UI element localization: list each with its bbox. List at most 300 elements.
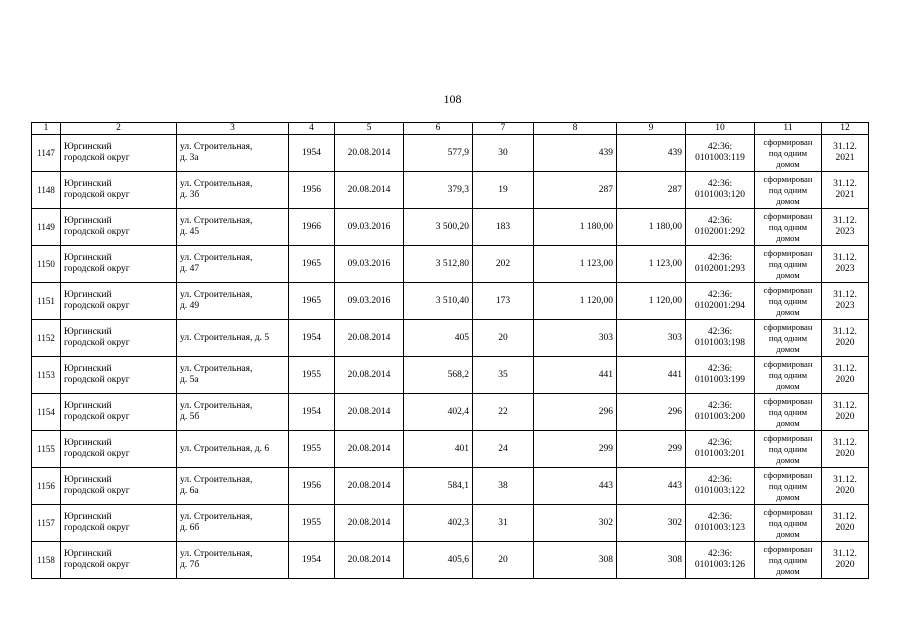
land-area-cell: 443	[534, 468, 617, 505]
cell-line: 42:36:	[707, 142, 733, 152]
cell-line: 42:36:	[707, 290, 733, 300]
cell-line: 0101003:123	[694, 523, 746, 533]
residents-cell: 31	[473, 505, 534, 542]
area-cell: 3 500,20	[404, 209, 473, 246]
area-cell: 379,3	[404, 172, 473, 209]
cell-line: д. 6б	[180, 523, 200, 533]
cell-line: 0102001:292	[694, 227, 746, 237]
municipality-cell	[61, 357, 177, 394]
cell-line: 31.12.	[833, 327, 857, 337]
row-number-cell: 1156	[32, 468, 61, 505]
land-area-cell: 303	[534, 320, 617, 357]
cell-line: 42:36:	[707, 438, 733, 448]
municipality-cell	[61, 320, 177, 357]
date-cell: 09.03.2016	[335, 283, 404, 320]
land-area-cell: 302	[534, 505, 617, 542]
row-number-cell: 1150	[32, 246, 61, 283]
cell-line: под одним	[768, 406, 808, 417]
cell-line: сформирован	[763, 432, 813, 443]
cell-line: 0101003:198	[694, 338, 746, 348]
land-area-cell: 1 123,00	[617, 246, 686, 283]
due-date-cell	[822, 172, 869, 209]
cell-line: 31.12.	[833, 401, 857, 411]
row-number-cell: 1152	[32, 320, 61, 357]
cell-line: городской округ	[64, 560, 130, 570]
cadastral-number-cell	[686, 135, 755, 172]
cell-line: Юргинский	[64, 364, 112, 374]
cell-line: ул. Строительная,	[180, 475, 253, 485]
cell-line: домом	[776, 158, 800, 169]
date-cell: 20.08.2014	[335, 135, 404, 172]
table-row	[32, 394, 869, 431]
due-date-cell	[822, 246, 869, 283]
land-area-cell: 296	[534, 394, 617, 431]
date-cell: 20.08.2014	[335, 394, 404, 431]
area-cell: 405,6	[404, 542, 473, 579]
year-cell: 1954	[289, 542, 335, 579]
residents-cell: 35	[473, 357, 534, 394]
municipality-cell	[61, 283, 177, 320]
cell-line: городской округ	[64, 523, 130, 533]
cell-line: сформирован	[763, 469, 813, 480]
due-date-cell	[822, 468, 869, 505]
cell-line: 2020	[835, 375, 855, 385]
address-cell	[177, 135, 289, 172]
date-cell: 20.08.2014	[335, 468, 404, 505]
cell-line: 0102001:293	[694, 264, 746, 274]
residents-cell: 173	[473, 283, 534, 320]
cell-line: городской округ	[64, 264, 130, 274]
cadastral-number-cell	[686, 209, 755, 246]
cell-line: 42:36:	[707, 327, 733, 337]
land-area-cell: 439	[534, 135, 617, 172]
column-header: 2	[61, 123, 177, 135]
municipality-cell	[61, 209, 177, 246]
cell-line: сформирован	[763, 395, 813, 406]
cell-line: Юргинский	[64, 253, 112, 263]
year-cell: 1965	[289, 246, 335, 283]
status-cell	[755, 431, 822, 468]
table-row	[32, 357, 869, 394]
date-cell: 20.08.2014	[335, 320, 404, 357]
cell-line: 0101003:199	[694, 375, 746, 385]
due-date-cell	[822, 209, 869, 246]
land-area-cell: 287	[534, 172, 617, 209]
cell-line: домом	[776, 269, 800, 280]
residents-cell: 22	[473, 394, 534, 431]
table-body	[32, 135, 869, 579]
cell-line: под одним	[768, 221, 808, 232]
date-cell: 20.08.2014	[335, 357, 404, 394]
cadastral-number-cell	[686, 246, 755, 283]
cell-line: городской округ	[64, 486, 130, 496]
cadastral-number-cell	[686, 505, 755, 542]
cell-line: ул. Строительная,	[180, 216, 253, 226]
cell-line: сформирован	[763, 358, 813, 369]
cell-line: 2020	[835, 523, 855, 533]
cell-line: городской округ	[64, 375, 130, 385]
year-cell: 1966	[289, 209, 335, 246]
cell-line: 31.12.	[833, 142, 857, 152]
date-cell: 20.08.2014	[335, 505, 404, 542]
cell-line: ул. Строительная, д. 6	[180, 443, 270, 454]
year-cell: 1955	[289, 505, 335, 542]
cell-line: 0101003:119	[695, 153, 745, 163]
cell-line: 0101003:201	[694, 449, 746, 459]
cell-line: Юргинский	[64, 401, 112, 411]
municipality-cell	[61, 505, 177, 542]
table-row	[32, 172, 869, 209]
land-area-cell: 1 120,00	[534, 283, 617, 320]
cell-line: сформирован	[763, 506, 813, 517]
area-cell: 577,9	[404, 135, 473, 172]
cell-line: д. 5а	[180, 375, 199, 385]
cell-line: городской округ	[64, 449, 130, 459]
cell-line: д. 6а	[180, 486, 199, 496]
municipality-cell	[61, 135, 177, 172]
cell-line: 31.12.	[833, 549, 857, 559]
cell-line: д. 7б	[180, 560, 200, 570]
cell-line: 0102001:294	[694, 301, 746, 311]
column-header: 12	[822, 123, 869, 135]
year-cell: 1954	[289, 394, 335, 431]
table-row	[32, 135, 869, 172]
cell-line: Юргинский	[64, 290, 112, 300]
address-cell	[177, 172, 289, 209]
year-cell: 1954	[289, 320, 335, 357]
column-header: 4	[289, 123, 335, 135]
land-area-cell: 287	[617, 172, 686, 209]
residents-cell: 20	[473, 542, 534, 579]
cell-line: 31.12.	[833, 290, 857, 300]
cell-line: д. 3б	[180, 190, 200, 200]
due-date-cell	[822, 135, 869, 172]
cell-line: 42:36:	[707, 216, 733, 226]
date-cell: 20.08.2014	[335, 542, 404, 579]
cell-line: 2021	[835, 190, 855, 200]
status-cell	[755, 357, 822, 394]
cell-line: 2021	[835, 153, 855, 163]
year-cell: 1956	[289, 172, 335, 209]
date-cell: 09.03.2016	[335, 246, 404, 283]
land-area-cell: 441	[534, 357, 617, 394]
cell-line: домом	[776, 454, 800, 465]
address-cell	[177, 542, 289, 579]
residents-cell: 38	[473, 468, 534, 505]
table-row	[32, 320, 869, 357]
status-cell	[755, 283, 822, 320]
land-area-cell: 1 120,00	[617, 283, 686, 320]
due-date-cell	[822, 357, 869, 394]
column-header: 3	[177, 123, 289, 135]
housing-registry-table	[31, 122, 869, 579]
cell-line: ул. Строительная,	[180, 179, 253, 189]
table-row	[32, 431, 869, 468]
column-header: 8	[534, 123, 617, 135]
municipality-cell	[61, 246, 177, 283]
year-cell: 1954	[289, 135, 335, 172]
date-cell: 09.03.2016	[335, 209, 404, 246]
land-area-cell: 439	[617, 135, 686, 172]
residents-cell: 202	[473, 246, 534, 283]
column-header: 10	[686, 123, 755, 135]
cadastral-number-cell	[686, 542, 755, 579]
cell-line: Юргинский	[64, 475, 112, 485]
cell-line: сформирован	[763, 210, 813, 221]
land-area-cell: 303	[617, 320, 686, 357]
land-area-cell: 308	[534, 542, 617, 579]
table-row	[32, 246, 869, 283]
cell-line: под одним	[768, 184, 808, 195]
due-date-cell	[822, 394, 869, 431]
cell-line: под одним	[768, 480, 808, 491]
status-cell	[755, 246, 822, 283]
cell-line: 2020	[835, 449, 855, 459]
cell-line: под одним	[768, 443, 808, 454]
column-header: 1	[32, 123, 61, 135]
cell-line: ул. Строительная, д. 5	[180, 332, 270, 343]
cell-line: д. 49	[180, 301, 200, 311]
area-cell: 3 512,80	[404, 246, 473, 283]
cell-line: домом	[776, 491, 800, 502]
land-area-cell: 299	[534, 431, 617, 468]
cell-line: под одним	[768, 295, 808, 306]
cell-line: Юргинский	[64, 438, 112, 448]
cell-line: сформирован	[763, 136, 813, 147]
cell-line: Юргинский	[64, 512, 112, 522]
status-cell	[755, 542, 822, 579]
address-cell	[177, 431, 289, 468]
cadastral-number-cell	[686, 172, 755, 209]
cell-line: под одним	[768, 332, 808, 343]
cell-line: под одним	[768, 554, 808, 565]
area-cell: 584,1	[404, 468, 473, 505]
cell-line: городской округ	[64, 190, 130, 200]
cell-line: сформирован	[763, 247, 813, 258]
cell-line: городской округ	[64, 153, 130, 163]
cell-line: д. 47	[180, 264, 200, 274]
page-number: 108	[443, 92, 462, 106]
land-area-cell: 302	[617, 505, 686, 542]
cell-line: Юргинский	[64, 216, 112, 226]
address-cell	[177, 505, 289, 542]
header-row	[32, 123, 869, 135]
cell-line: домом	[776, 380, 800, 391]
cell-line: домом	[776, 343, 800, 354]
cell-line: сформирован	[763, 284, 813, 295]
cell-line: 0101003:122	[694, 486, 746, 496]
address-cell	[177, 283, 289, 320]
cell-line: 31.12.	[833, 253, 857, 263]
cadastral-number-cell	[686, 283, 755, 320]
area-cell: 401	[404, 431, 473, 468]
cell-line: под одним	[768, 369, 808, 380]
cell-line: 0101003:200	[694, 412, 746, 422]
cell-line: д. 5б	[180, 412, 200, 422]
row-number-cell: 1158	[32, 542, 61, 579]
due-date-cell	[822, 431, 869, 468]
cell-line: 2023	[835, 264, 855, 274]
status-cell	[755, 394, 822, 431]
cell-line: под одним	[768, 147, 808, 158]
cell-line: городской округ	[64, 301, 130, 311]
column-header: 5	[335, 123, 404, 135]
due-date-cell	[822, 505, 869, 542]
cell-line: домом	[776, 565, 800, 576]
residents-cell: 24	[473, 431, 534, 468]
table-row	[32, 468, 869, 505]
status-cell	[755, 209, 822, 246]
year-cell: 1955	[289, 431, 335, 468]
residents-cell: 30	[473, 135, 534, 172]
cell-line: городской округ	[64, 338, 130, 348]
table-row	[32, 505, 869, 542]
cell-line: под одним	[768, 517, 808, 528]
due-date-cell	[822, 542, 869, 579]
land-area-cell: 296	[617, 394, 686, 431]
due-date-cell	[822, 283, 869, 320]
cell-line: Юргинский	[64, 549, 112, 559]
area-cell: 405	[404, 320, 473, 357]
cell-line: 42:36:	[707, 475, 733, 485]
cell-line: домом	[776, 306, 800, 317]
cell-line: 2023	[835, 227, 855, 237]
cell-line: 31.12.	[833, 216, 857, 226]
cell-line: Юргинский	[64, 327, 112, 337]
cell-line: д. 3а	[180, 153, 199, 163]
cell-line: ул. Строительная,	[180, 512, 253, 522]
date-cell: 20.08.2014	[335, 172, 404, 209]
cell-line: Юргинский	[64, 142, 112, 152]
table-row	[32, 542, 869, 579]
year-cell: 1956	[289, 468, 335, 505]
municipality-cell	[61, 542, 177, 579]
area-cell: 3 510,40	[404, 283, 473, 320]
cell-line: ул. Строительная,	[180, 364, 253, 374]
cell-line: 2020	[835, 486, 855, 496]
address-cell	[177, 357, 289, 394]
year-cell: 1955	[289, 357, 335, 394]
municipality-cell	[61, 431, 177, 468]
table-row	[32, 283, 869, 320]
cell-line: 2020	[835, 412, 855, 422]
cell-line: домом	[776, 417, 800, 428]
residents-cell: 20	[473, 320, 534, 357]
municipality-cell	[61, 394, 177, 431]
address-cell	[177, 320, 289, 357]
column-header: 6	[404, 123, 473, 135]
cell-line: ул. Строительная,	[180, 142, 253, 152]
row-number-cell: 1154	[32, 394, 61, 431]
table-row	[32, 209, 869, 246]
address-cell	[177, 394, 289, 431]
land-area-cell: 1 180,00	[617, 209, 686, 246]
cell-line: 42:36:	[707, 179, 733, 189]
cell-line: сформирован	[763, 321, 813, 332]
cell-line: 31.12.	[833, 364, 857, 374]
address-cell	[177, 246, 289, 283]
row-number-cell: 1157	[32, 505, 61, 542]
residents-cell: 183	[473, 209, 534, 246]
address-cell	[177, 468, 289, 505]
status-cell	[755, 468, 822, 505]
column-header: 7	[473, 123, 534, 135]
address-cell	[177, 209, 289, 246]
land-area-cell: 308	[617, 542, 686, 579]
cell-line: д. 45	[180, 227, 200, 237]
cell-line: Юргинский	[64, 179, 112, 189]
cell-line: 42:36:	[707, 364, 733, 374]
cell-line: 42:36:	[707, 401, 733, 411]
area-cell: 568,2	[404, 357, 473, 394]
cell-line: сформирован	[763, 173, 813, 184]
status-cell	[755, 172, 822, 209]
area-cell: 402,3	[404, 505, 473, 542]
date-cell: 20.08.2014	[335, 431, 404, 468]
cell-line: 42:36:	[707, 549, 733, 559]
status-cell	[755, 505, 822, 542]
cell-line: ул. Строительная,	[180, 401, 253, 411]
column-header: 11	[755, 123, 822, 135]
cell-line: ул. Строительная,	[180, 253, 253, 263]
row-number-cell: 1155	[32, 431, 61, 468]
land-area-cell: 1 123,00	[534, 246, 617, 283]
cell-line: 2020	[835, 560, 855, 570]
area-cell: 402,4	[404, 394, 473, 431]
cell-line: 42:36:	[707, 512, 733, 522]
cell-line: ул. Строительная,	[180, 290, 253, 300]
year-cell: 1965	[289, 283, 335, 320]
cell-line: 0101003:120	[694, 190, 746, 200]
cell-line: под одним	[768, 258, 808, 269]
cell-line: домом	[776, 528, 800, 539]
cadastral-number-cell	[686, 357, 755, 394]
cell-line: домом	[776, 195, 800, 206]
status-cell	[755, 135, 822, 172]
cell-line: 31.12.	[833, 475, 857, 485]
row-number-cell: 1153	[32, 357, 61, 394]
cell-line: 0101003:126	[694, 560, 746, 570]
land-area-cell: 441	[617, 357, 686, 394]
cell-line: городской округ	[64, 412, 130, 422]
row-number-cell: 1148	[32, 172, 61, 209]
land-area-cell: 1 180,00	[534, 209, 617, 246]
cell-line: городской округ	[64, 227, 130, 237]
cell-line: 31.12.	[833, 438, 857, 448]
cell-line: сформирован	[763, 543, 813, 554]
cadastral-number-cell	[686, 320, 755, 357]
row-number-cell: 1147	[32, 135, 61, 172]
cell-line: 2020	[835, 338, 855, 348]
status-cell	[755, 320, 822, 357]
cell-line: 42:36:	[707, 253, 733, 263]
residents-cell: 19	[473, 172, 534, 209]
cell-line: 31.12.	[833, 512, 857, 522]
municipality-cell	[61, 172, 177, 209]
row-number-cell: 1149	[32, 209, 61, 246]
cell-line: ул. Строительная,	[180, 549, 253, 559]
column-header: 9	[617, 123, 686, 135]
cadastral-number-cell	[686, 394, 755, 431]
row-number-cell: 1151	[32, 283, 61, 320]
cell-line: домом	[776, 232, 800, 243]
municipality-cell	[61, 468, 177, 505]
land-area-cell: 299	[617, 431, 686, 468]
cell-line: 31.12.	[833, 179, 857, 189]
due-date-cell	[822, 320, 869, 357]
cadastral-number-cell	[686, 431, 755, 468]
cell-line: 2023	[835, 301, 855, 311]
